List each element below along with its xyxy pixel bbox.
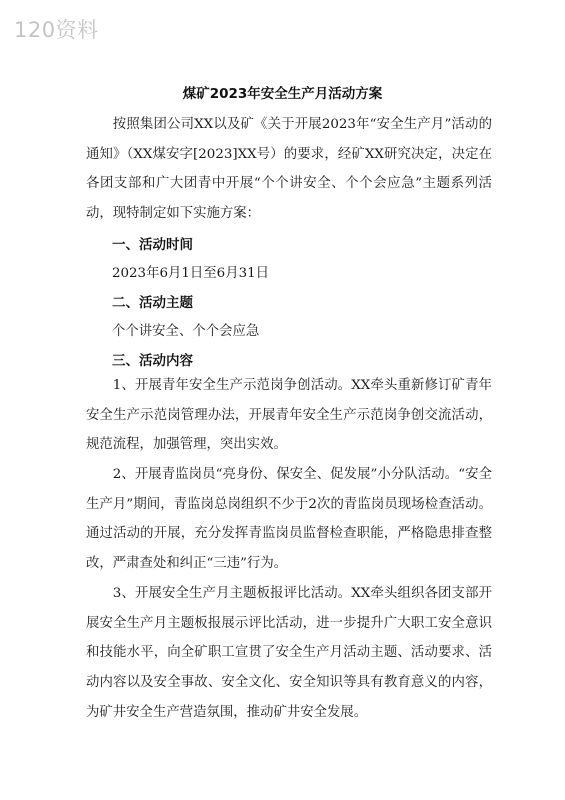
activity-theme-text: 个个讲安全、个个会应急: [112, 324, 260, 339]
content-item-2: 2、开展青监岗员“亮身份、保安全、促发展”小分队活动。“安全生产月”期间，青监岗总岗组织不少于2次的青监岗员现场检查活动。通过活动的开展，充分发挥青监岗员监督检查职能，严格隐患排查整改，严肃查处和纠正“三违”行为。: [86, 467, 492, 572]
document-title: 煤矿2023年安全生产月活动方案: [182, 86, 383, 102]
section-heading-time: 一、活动时间: [112, 237, 193, 253]
watermark-logo: 120资料: [14, 18, 99, 42]
section-heading-theme: 二、活动主题: [112, 295, 193, 311]
content-item-3: 3、开展安全生产月主题板报评比活动。XX牵头组织各团支部开展安全生产月主题板报展示评比活动，进一步提升广大职工安全意识和技能水平，向全矿职工宣贯了安全生产月活动主题、活动要求、活动内容以及安全事故、安全文化、安全知识等具有教育意义的内容，为矿井安全生产营造氛围，推动矿井安全发展。: [86, 586, 492, 720]
intro-paragraph: 按照集团公司XX以及矿《关于开展2023年“安全生产月”活动的通知》（XX煤安字[2023]XX号）的要求，经矿XX研究决定，决定在各团支部和广大团青中开展“个个讲安全、个个会应急”主题系列活动，现特制定如下实施方案：: [86, 117, 492, 222]
activity-time-text: 2023年6月1日至6月31日: [112, 266, 270, 281]
content-item-1: 1、开展青年安全生产示范岗争创活动。XX牵头重新修订矿青年安全生产示范岗管理办法，开展青年安全生产示范岗争创交流活动，规范流程，加强管理，突出实效。: [86, 378, 492, 453]
section-heading-content: 三、活动内容: [112, 353, 193, 369]
